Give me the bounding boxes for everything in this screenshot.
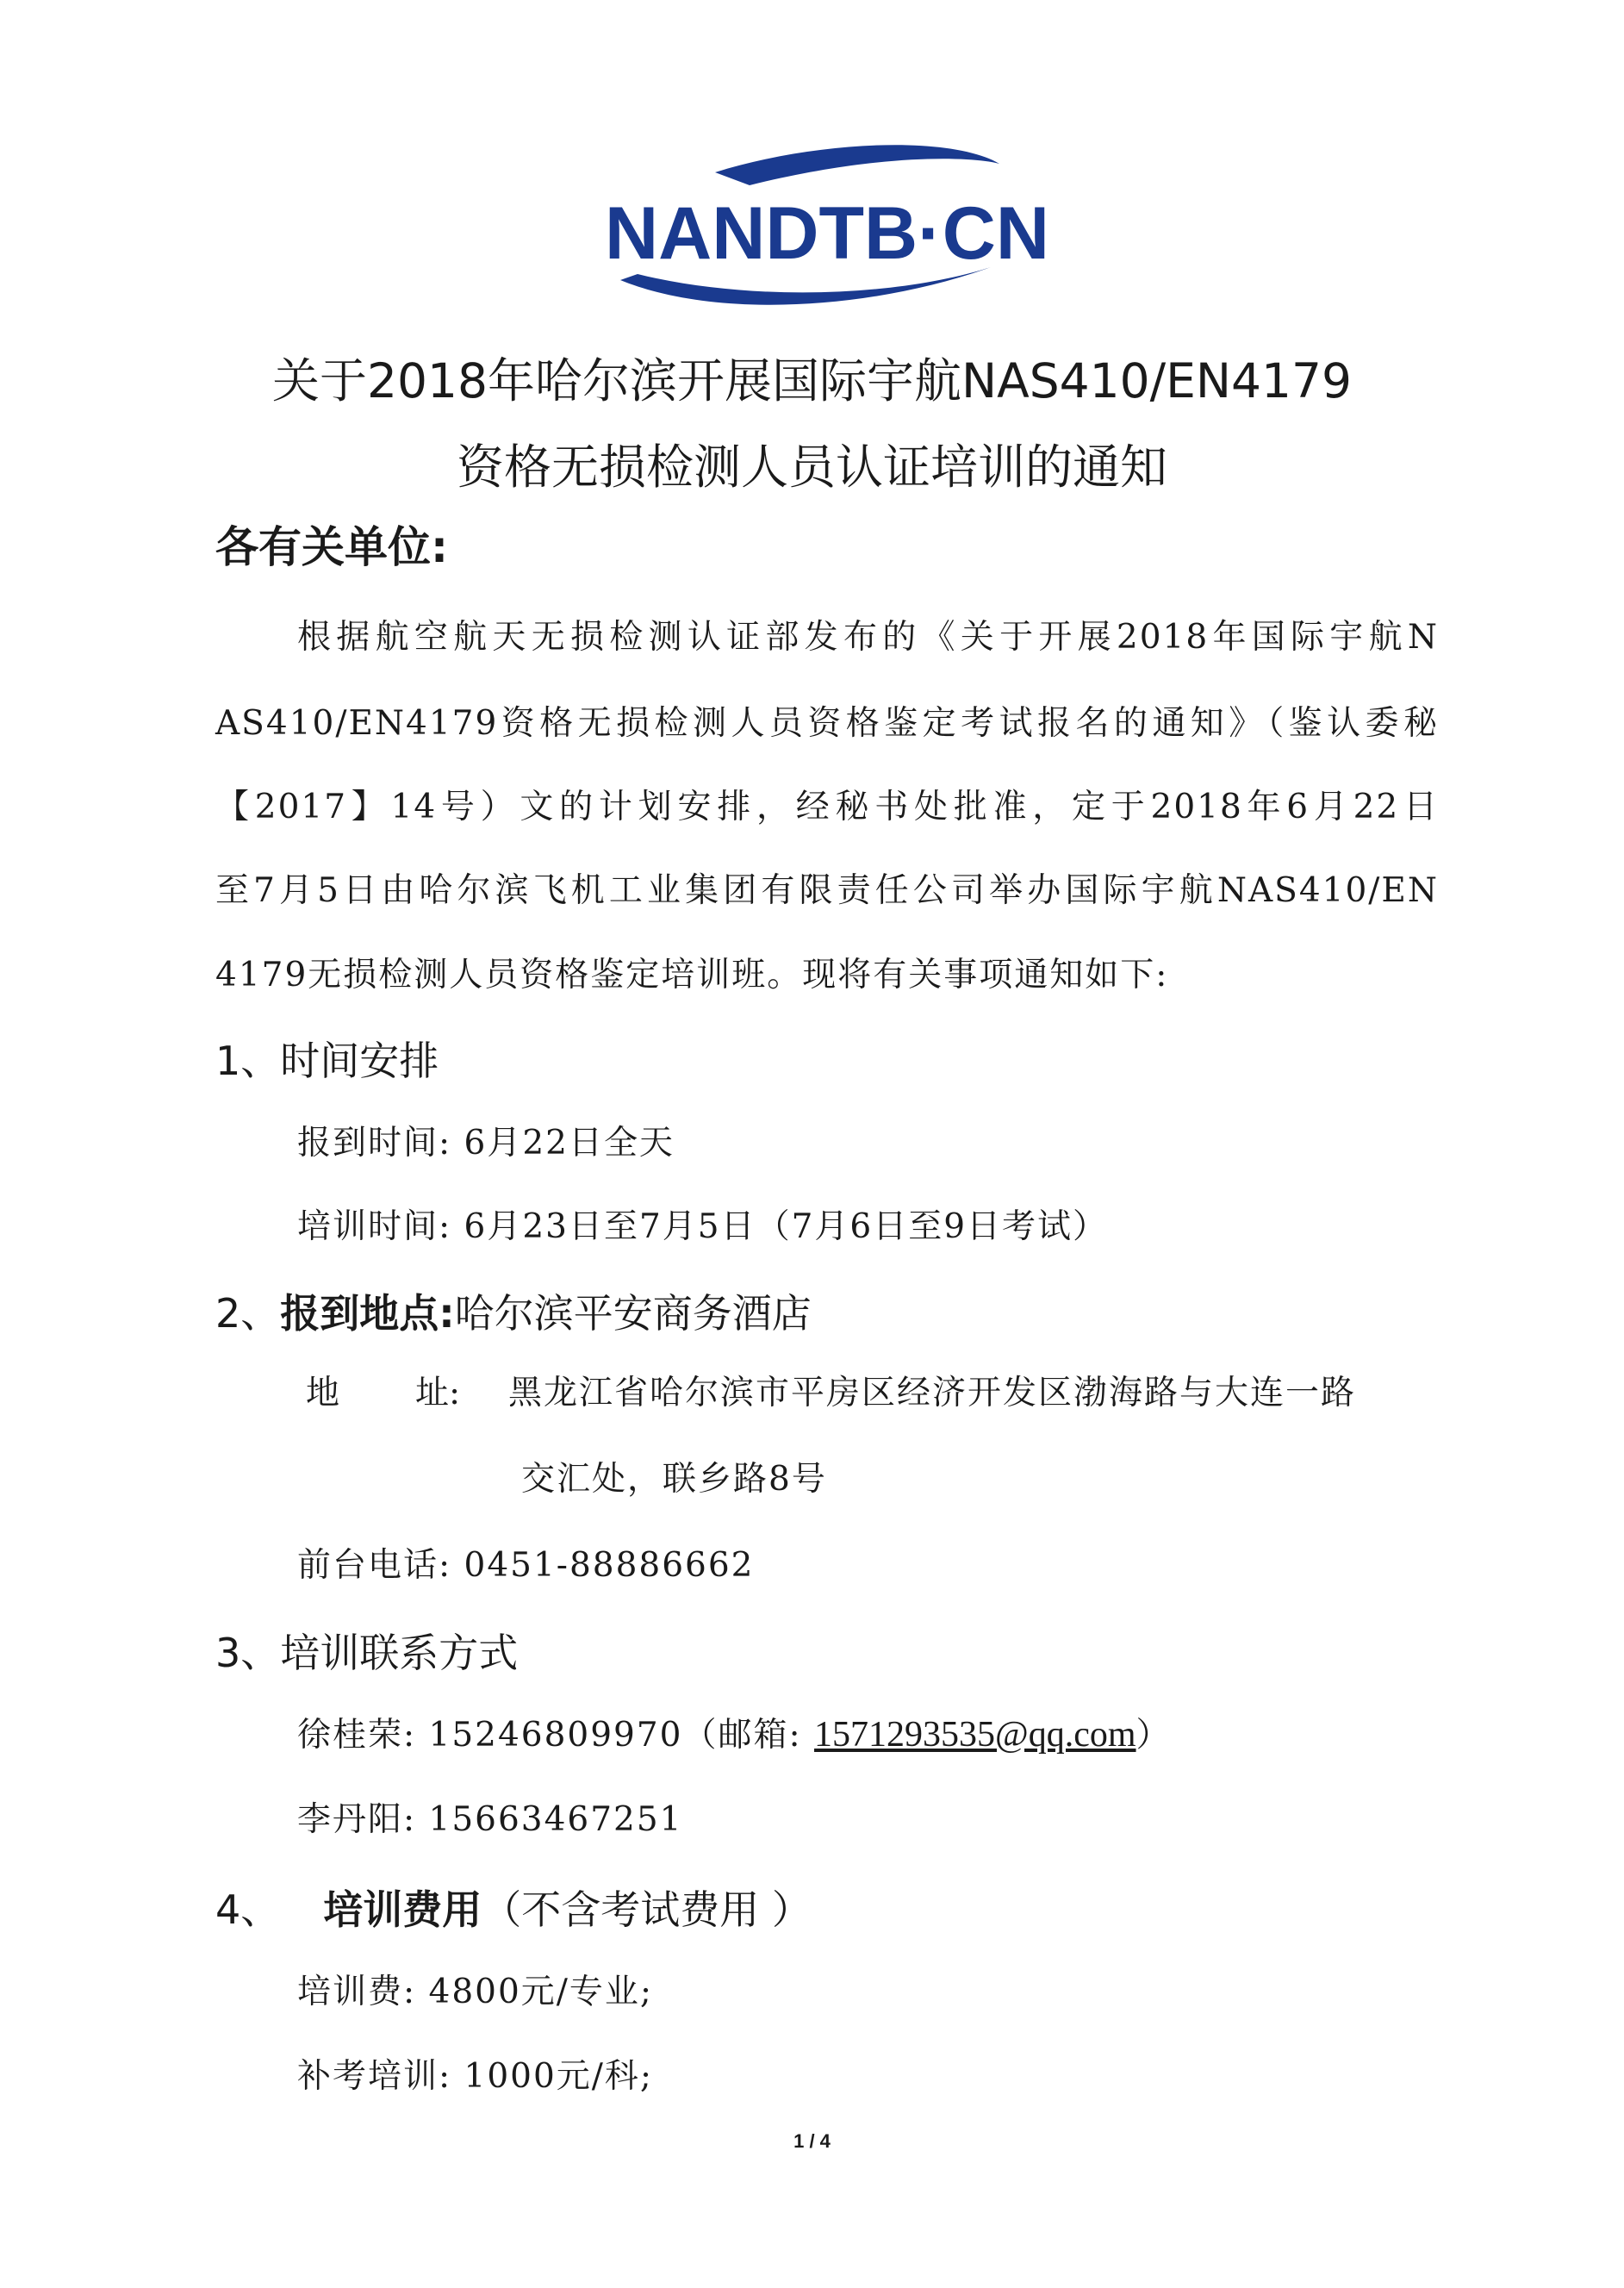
intro-line-4: 至7月5日由哈尔滨飞机工业集团有限责任公司举办国际宇航NAS410/EN <box>215 871 1439 910</box>
nandtb-logo <box>586 138 1068 323</box>
contact-1-suffix: ） <box>1136 1716 1172 1755</box>
logo-graphic <box>586 138 1068 323</box>
section-4-label: 培训费用 <box>323 1886 482 1933</box>
intro-line-1: 根据航空航天无损检测认证部发布的《关于开展2018年国际宇航N <box>297 618 1439 657</box>
contact-1 <box>297 1708 1172 1756</box>
title-line-2: 资格无损检测人员认证培训的通知 <box>456 440 1167 495</box>
address-line-1: 黑龙江省哈尔滨市平房区经济开发区渤海路与大连一路 <box>508 1374 1357 1412</box>
section-4-heading <box>215 1879 812 1936</box>
contact-1-email-link[interactable]: 1571293535@qq.com <box>814 1715 1136 1755</box>
report-time: 报到时间: 6月22日全天 <box>297 1124 675 1163</box>
section-4-note: （不含考试费用 ） <box>482 1886 812 1933</box>
address-line-2: 交汇处，联乡路8号 <box>521 1460 827 1499</box>
training-fee: 培训费: 4800元/专业; <box>297 1973 654 2011</box>
front-desk-phone: 前台电话: 0451-88886662 <box>297 1546 755 1585</box>
address-label-b: 址: <box>415 1374 461 1412</box>
section-1-heading: 1、时间安排 <box>215 1038 439 1084</box>
intro-line-5: 4179无损检测人员资格鉴定培训班。现将有关事项通知如下: <box>215 956 1169 994</box>
page-number: 1 / 4 <box>793 2130 831 2152</box>
makeup-training-fee: 补考培训: 1000元/科; <box>297 2057 654 2096</box>
address-label-a: 地 <box>306 1374 340 1412</box>
section-2-heading <box>215 1282 812 1339</box>
greeting: 各有关单位: <box>215 522 448 572</box>
address-label <box>306 1366 460 1414</box>
intro-line-2: AS410/EN4179资格无损检测人员资格鉴定考试报名的通知》（鉴认委秘 <box>215 704 1439 743</box>
contact-2: 李丹阳: 15663467251 <box>297 1800 683 1839</box>
section-2-place: 哈尔滨平安商务酒店 <box>454 1290 812 1337</box>
title-line-1: 关于2018年哈尔滨开展国际宇航NAS410/EN4179 <box>271 353 1353 408</box>
logo-swoosh-top <box>715 145 999 185</box>
contact-1-text: 徐桂荣: 15246809970（邮箱: <box>297 1716 815 1755</box>
logo-text: NANDTB·CN <box>605 192 1049 275</box>
section-2-label: 报到地点: <box>280 1290 455 1337</box>
section-4-number: 4、 <box>215 1886 281 1933</box>
section-2-number: 2、 <box>215 1290 281 1337</box>
section-3-heading: 3、培训联系方式 <box>215 1630 519 1676</box>
intro-line-3: 【2017】14号）文的计划安排，经秘书处批准，定于2018年6月22日 <box>215 788 1439 826</box>
training-time: 培训时间: 6月23日至7月5日（7月6日至9日考试） <box>297 1207 1109 1246</box>
